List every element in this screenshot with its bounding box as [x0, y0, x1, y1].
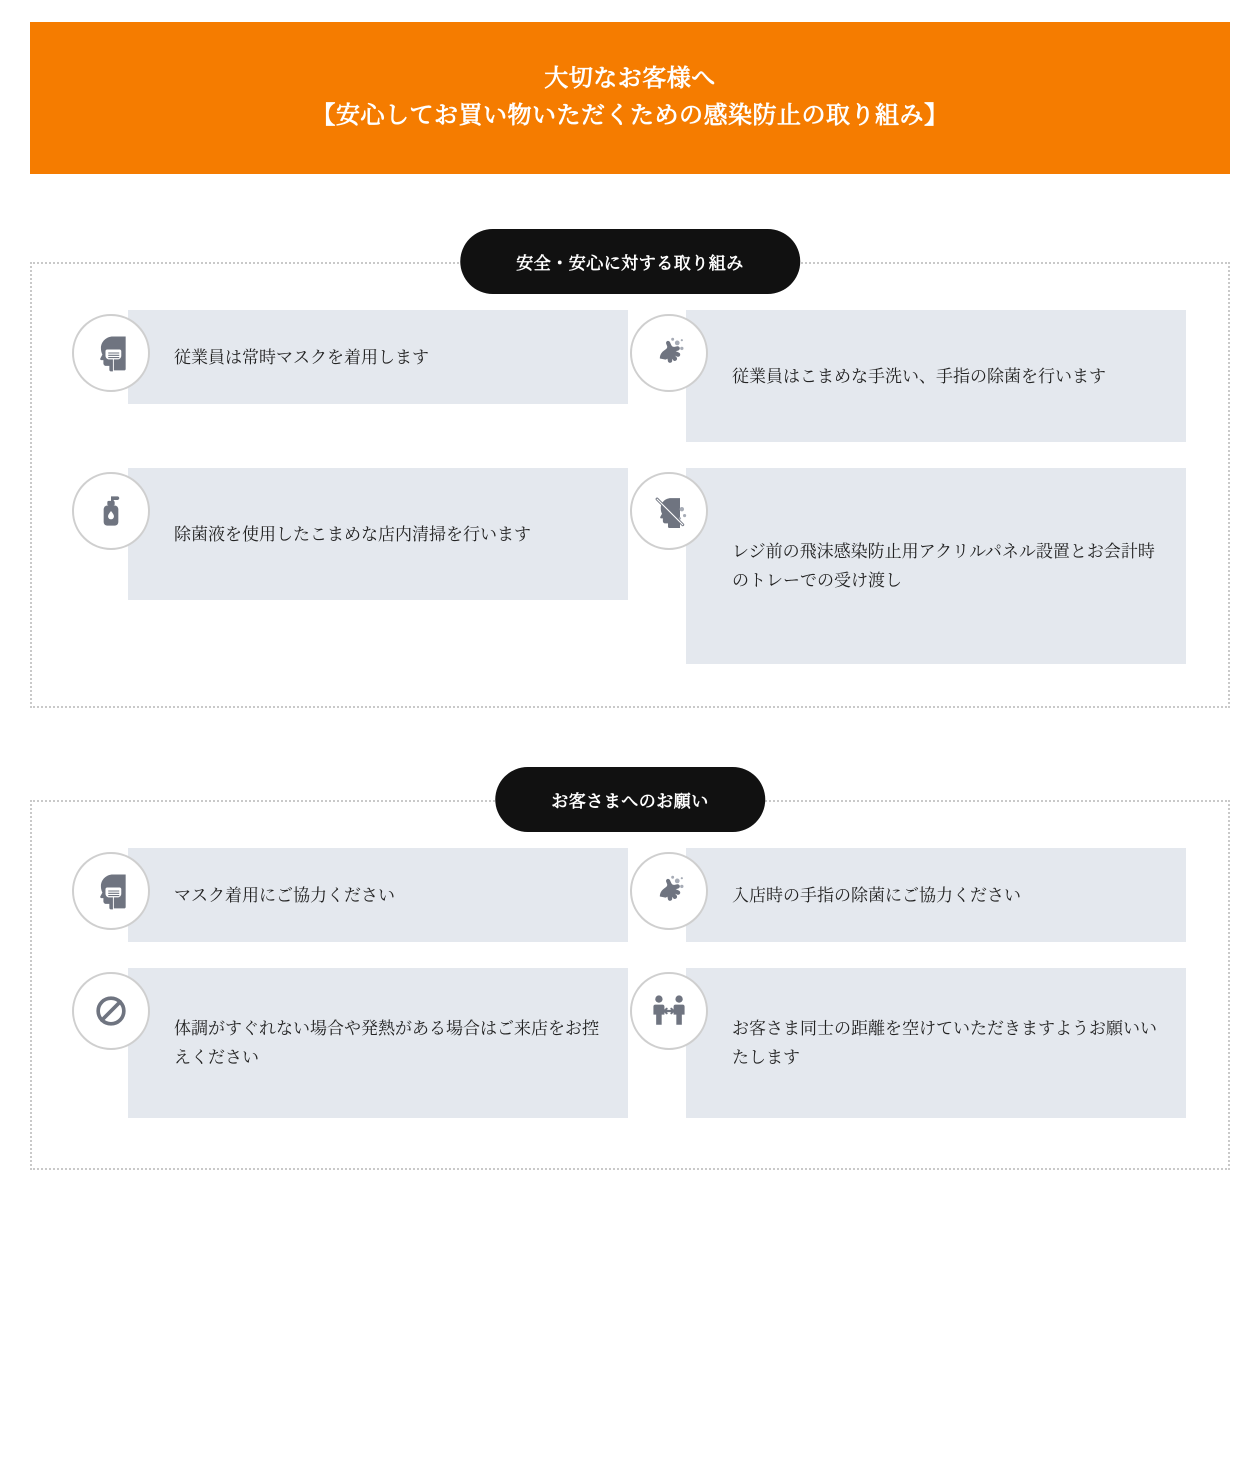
section-safety-measures — [30, 254, 1230, 708]
request-item — [630, 848, 1188, 968]
banner-title-line-2: 【安心してお買い物いただくための感染防止の取り組み】 — [311, 102, 949, 130]
sanitizer-bottle-icon — [72, 472, 150, 550]
mask-face-icon — [72, 852, 150, 930]
request-item-text: 体調がすぐれない場合や発熱がある場合はご来店をお控えください — [128, 968, 628, 1118]
social-distance-icon — [630, 972, 708, 1050]
hand-wash-icon — [630, 852, 708, 930]
measure-item-text: 従業員は常時マスクを着用します — [128, 310, 628, 404]
header-banner — [30, 22, 1230, 174]
request-item — [630, 968, 1188, 1118]
request-item-text: マスク着用にご協力ください — [128, 848, 628, 942]
hand-wash-icon — [630, 314, 708, 392]
measure-item — [630, 468, 1188, 664]
section-customer-requests — [30, 792, 1230, 1170]
request-item — [72, 848, 630, 968]
mask-face-icon — [72, 314, 150, 392]
measure-item — [72, 310, 630, 468]
measure-item — [630, 310, 1188, 468]
request-item-text: お客さま同士の距離を空けていただきますようお願いいたします — [686, 968, 1186, 1118]
measure-item-text: 除菌液を使用したこまめな店内清掃を行います — [128, 468, 628, 600]
infographic-page — [0, 22, 1260, 1462]
section-title-customer-requests: お客さまへのお願い — [495, 767, 765, 832]
request-item-text: 入店時の手指の除菌にご協力ください — [686, 848, 1186, 942]
measure-item — [72, 468, 630, 664]
safety-measures-grid — [72, 310, 1188, 664]
banner-title-line-1: 大切なお客様へ — [544, 65, 716, 92]
customer-requests-grid — [72, 848, 1188, 1118]
no-droplet-icon — [630, 472, 708, 550]
prohibited-icon — [72, 972, 150, 1050]
measure-item-text: 従業員はこまめな手洗い、手指の除菌を行います — [686, 310, 1186, 442]
section-title-safety-measures: 安全・安心に対する取り組み — [460, 229, 800, 294]
measure-item-text: レジ前の飛沫感染防止用アクリルパネル設置とお会計時のトレーでの受け渡し — [686, 468, 1186, 664]
request-item — [72, 968, 630, 1118]
